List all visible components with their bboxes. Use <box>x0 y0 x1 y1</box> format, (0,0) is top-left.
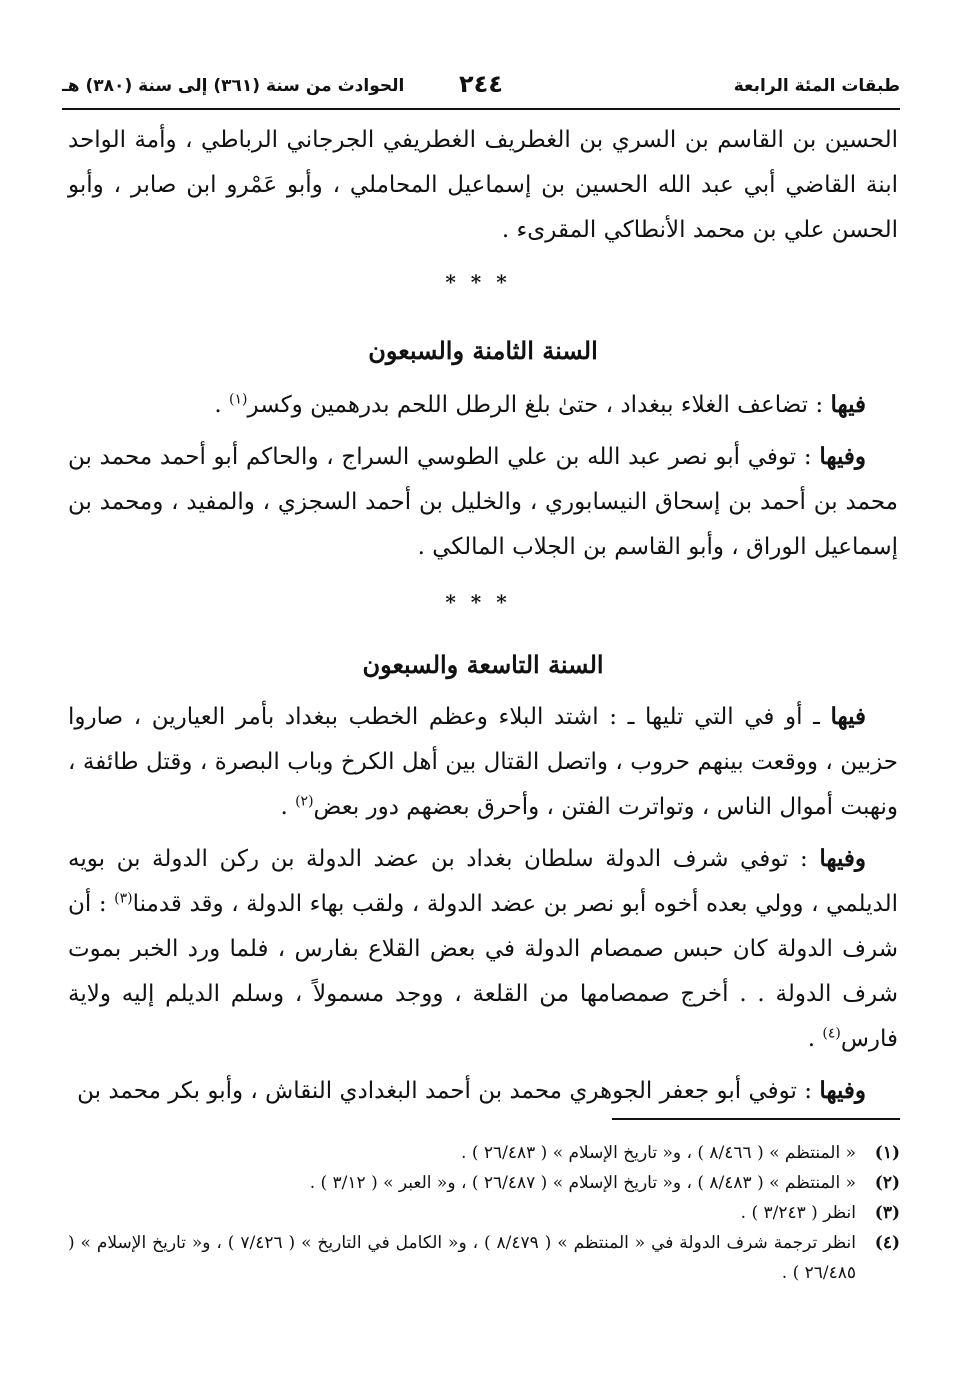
footnote-text: « المنتظم » ( ٨/٤٨٣ ) ، و« تاريخ الإسلام » ( ٢٦/٤٨٧ ) ، و« العبر » ( ٣/١٢ ) . <box>309 1173 856 1193</box>
footnote-text: انظر ترجمة شرف الدولة في « المنتظم » ( ٨/٤٧٩ ) ، و« الكامل في التاريخ » ( ٧/٤٢٦ ) ، و« تاريخ الإسلام » ( ٢٦/٤٨٥ ) . <box>68 1233 856 1283</box>
paragraph-text: ـ أو في التي تليها ـ : اشتد البلاء وعظم الخطب ببغداد بأمر العيارين ، صاروا حزبين ، ووقعت بينهم حروب ، واتصل القتال بين أهل الكرخ وباب البصرة ، وقتل طائفة ، ونهبت أموال الناس ، وتواترت الفتن ، وأحرق بعضهم دور بعض <box>68 704 898 820</box>
paragraph-tail: : أن شرف الدولة كان حبس صمصام الدولة في بعض القلاع بفارس ، فلما ورد الخبر بموت شرف الدولة . . أخرج صمصامها من القلعة ، ووجد مسمولاً ، وسلم الديلم إليه ولاية فارس <box>68 891 898 1052</box>
paragraph-tail: . <box>280 794 296 820</box>
paragraph-tail-2: . <box>807 1026 823 1052</box>
paragraph-79-1 <box>68 694 898 830</box>
book-title: طبقات المئة الرابعة <box>733 76 900 96</box>
paragraph-keyword: وفيها <box>819 1077 866 1104</box>
footnote-number: (١) <box>874 1143 900 1163</box>
section-79-body <box>68 694 898 1114</box>
footnote-ref-2[interactable]: (٢) <box>295 793 314 810</box>
separator-2: * * * <box>445 590 511 614</box>
paragraph-text: : توفي أبو نصر عبد الله بن علي الطوسي السراج ، والحاكم أبو أحمد محمد بن محمد بن أحمد بن إسحاق النيسابوري ، والخليل بن أحمد السجزي ، والمفيد ، ومحمد بن إسماعيل الوراق ، وأبو القاسم بن الجلاب المالكي . <box>68 444 898 560</box>
section-78-body <box>68 382 898 570</box>
footnote-4 <box>68 1228 900 1288</box>
paragraph-text: : تضاعف الغلاء ببغداد ، حتىٰ بلغ الرطل اللحم بدرهمين وكسر <box>247 392 831 418</box>
paragraph-78-2 <box>68 434 898 570</box>
footnote-number: (٤) <box>874 1233 900 1253</box>
separator-1: * * * <box>445 270 511 294</box>
footnote-1 <box>68 1138 900 1168</box>
section-title-78: السنة الثامنة والسبعون <box>368 336 598 365</box>
section-title-79: السنة التاسعة والسبعون <box>362 650 604 679</box>
footnote-text: انظر ( ٣/٢٤٣ ) . <box>740 1203 856 1223</box>
paragraph-keyword: وفيها <box>819 443 866 470</box>
paragraph-keyword: وفيها <box>819 845 866 872</box>
running-header <box>62 72 900 106</box>
paragraph-79-3 <box>68 1068 898 1114</box>
footnote-text: « المنتظم » ( ٨/٤٦٦ ) ، و« تاريخ الإسلام » ( ٢٦/٤٨٣ ) . <box>461 1143 856 1163</box>
footnote-number: (٣) <box>874 1203 900 1223</box>
footnote-2 <box>68 1168 900 1198</box>
paragraph-tail: . <box>214 392 230 418</box>
page-number: ٢٤٤ <box>459 70 503 98</box>
paragraph-text: : توفي أبو جعفر الجوهري محمد بن أحمد البغدادي النقاش ، وأبو بكر محمد بن <box>77 1078 820 1104</box>
footnote-ref-1[interactable]: (١) <box>229 391 248 408</box>
paragraph-text: : توفي شرف الدولة سلطان بغداد بن عضد الدولة بن ركن الدولة بن بويه الديلمي ، وولي بعده أخوه أبو نصر بن عضد الدولة ، ولقب بهاء الدولة ، وقد قدمنا <box>68 846 898 917</box>
footnote-divider <box>612 1118 900 1120</box>
header-divider <box>62 108 900 110</box>
footnote-number: (٢) <box>874 1173 900 1193</box>
footnote-ref-3[interactable]: (٣) <box>114 890 133 907</box>
events-range: الحوادث من سنة (٣٦١) إلى سنة (٣٨٠) هـ <box>62 76 405 96</box>
paragraph-78-1 <box>68 382 898 428</box>
footnote-ref-4[interactable]: (٤) <box>822 1025 841 1042</box>
paragraph-keyword: فيها <box>830 703 866 730</box>
intro-text: الحسين بن القاسم بن السري بن الغطريف الغطريفي الجرجاني الرباطي ، وأمة الواحد ابنة القاضي أبي عبد الله الحسين بن إسماعيل المحاملي ، وأبو عَمْرو ابن صابر ، وأبو الحسن علي بن محمد الأنطاكي المقرىء . <box>68 127 898 243</box>
footnotes <box>68 1138 900 1288</box>
paragraph-keyword: فيها <box>830 391 866 418</box>
footnote-3 <box>68 1198 900 1228</box>
intro-paragraph <box>68 118 898 253</box>
paragraph-79-2 <box>68 836 898 1062</box>
